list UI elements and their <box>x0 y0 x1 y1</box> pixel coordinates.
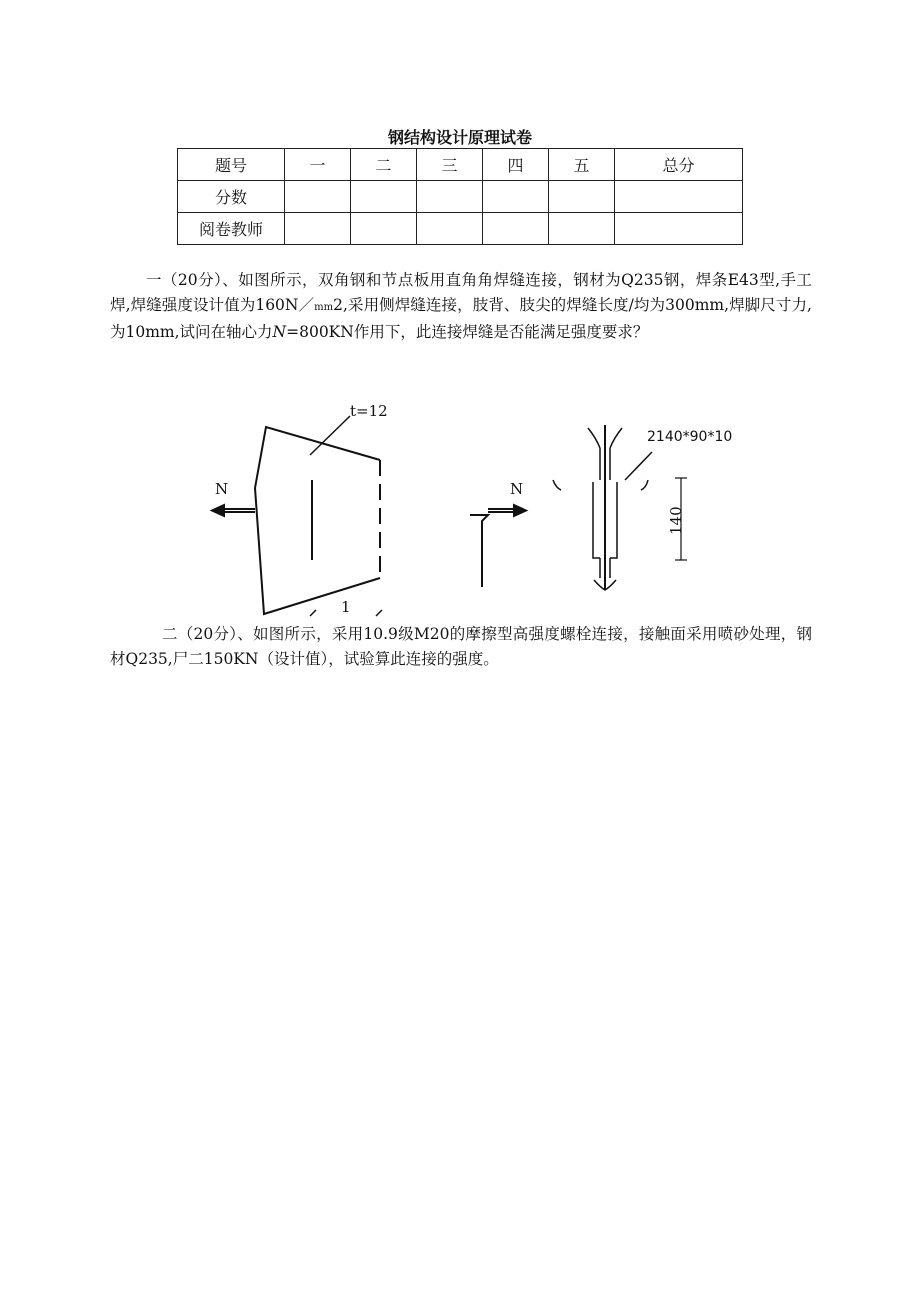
bottom-dimension-label: 1 <box>341 598 351 616</box>
angle-section-label: 2140*90*10 <box>647 429 733 445</box>
header-cell: 四 <box>482 149 548 181</box>
score-cell <box>614 181 742 213</box>
score-row <box>178 181 743 213</box>
angle-left-top <box>588 428 600 448</box>
grader-cell <box>482 213 548 245</box>
score-cell <box>548 181 614 213</box>
score-table <box>177 148 743 245</box>
gusset-plate-outline <box>255 427 380 614</box>
header-cell: 题号 <box>178 149 285 181</box>
score-table-header-row <box>178 149 743 181</box>
bottom-tick-right <box>376 610 382 616</box>
q1-text-c: =800KN作用下，此连接焊缝是否能满足强度要求？ <box>286 323 649 341</box>
arrowhead-mid <box>514 505 526 516</box>
grader-cell <box>614 213 742 245</box>
plate-thickness-label: t=12 <box>350 402 388 420</box>
plate-section <box>470 515 488 587</box>
score-cell <box>416 181 482 213</box>
question-1 <box>110 268 812 345</box>
arrowhead-left <box>212 505 224 516</box>
score-cell <box>482 181 548 213</box>
angle-leader-line <box>625 452 652 480</box>
angle-right-top <box>610 428 622 448</box>
force-label-left: N <box>215 480 229 498</box>
weld-connection-figure <box>0 380 920 620</box>
grader-row <box>178 213 743 245</box>
grader-cell <box>548 213 614 245</box>
score-cell <box>285 181 351 213</box>
score-cell <box>350 181 416 213</box>
exam-title: 钢结构设计原理试卷 <box>387 128 532 147</box>
question-2: 二（20分）、如图所示，采用10.9级M20的摩擦型高强度螺栓连接，接触面采用喷砂处理，钢材Q235,尸二150KN（设计值），试验算此连接的强度。 <box>110 625 812 668</box>
angle-left <box>593 448 600 578</box>
grader-cell <box>416 213 482 245</box>
row-label: 阅卷教师 <box>178 213 285 245</box>
force-label-mid: N <box>510 480 524 498</box>
q1-var-n: N <box>272 323 287 341</box>
header-cell: 一 <box>285 149 351 181</box>
grader-cell <box>285 213 351 245</box>
header-cell: 五 <box>548 149 614 181</box>
q1-unit-subscript: mm <box>314 301 334 313</box>
q1-text-a: 一（20分）、如图所示，双角钢和节点板用直角角焊缝连接，钢材为Q235钢，焊条E43型,手工焊,焊缝强度设计值为160N／ <box>110 271 812 314</box>
q1-text-b: 2,采用侧焊缝连接，肢背、肢尖的焊缝长度/均为300mm,焊脚尺寸力,为10mm,试问在轴心力 <box>110 295 812 341</box>
header-cell: 二 <box>350 149 416 181</box>
header-cell: 三 <box>416 149 482 181</box>
grader-cell <box>350 213 416 245</box>
header-cell: 总分 <box>614 149 742 181</box>
angle-right <box>610 448 617 578</box>
dimension-140-label: 140 <box>667 506 685 535</box>
row-label: 分数 <box>178 181 285 213</box>
flange-marks <box>553 480 648 490</box>
bottom-tick-left <box>310 610 316 616</box>
